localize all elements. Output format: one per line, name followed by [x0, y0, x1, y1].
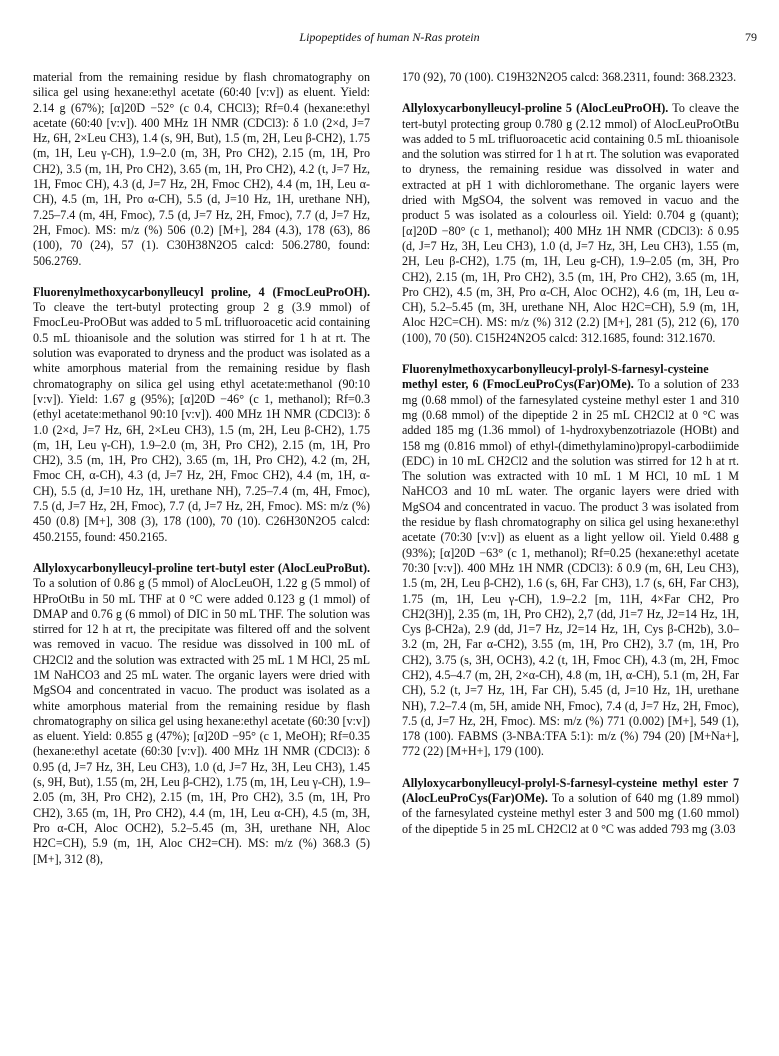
- section-heading: Fluorenylmethoxycarbonylleucyl proline, 4 (FmocLeuProOH).: [33, 284, 370, 299]
- section-aloc-leu-pro-cys-far-ome: [402, 776, 739, 837]
- paragraph-body: 170 (92), 70 (100). C19H32N2O5 calcd: 368.2311, found: 368.2323.: [402, 70, 737, 84]
- paragraph-body: To a solution of 233 mg (0.68 mmol) of the farnesylated cysteine methyl ester 1 and 310 mg (0.68 mmol) of the dipeptide 2 in 25 mL CH2Cl2 at 0 °C was added 185 mg (1.36 mmol) of 1-hydroxybenzotriazole (HOBt) and 158 mg (0.816 mmol) of ethyl-(dimethylamino)propyl-carbodiimide (EDC) in 10 mL CH2Cl2 and the solution was stirred for 12 h at rt. The solution was extracted with 10 mL 1 M HCl, 10 mL 1 M NaHCO3 and 10 mL water. The organic layers were dried with MgSO4 and concentrated in vacuo. The product 3 was isolated from the residue by flash chromatography on silica gel using hexane:ethyl acetate (70:30 [v:v]) as eluent as a light yellow oil. Yield 0.488 g (93%); [α]20D −63° (c 1, methanol); Rf=0.25 (hexane:ethyl acetate 70:30 [v:v]). 400 MHz 1H NMR (CDCl3): δ 0.9 (m, 6H, Leu CH3), 1.5 (m, 2H, Leu β-CH2), 1.6 (s, 6H, Far CH3), 1.7 (s, 6H, Far CH3), 1.75 (m, 1H, Leu γ-CH), 1.9–2.2 [m, 11H, 4×Far CH2, Pro CH2(3H)], 2.35 (m, 1H, Pro CH2), 2,7 (dd, J1=7 Hz, J2=14 Hz, 1H, Cys β-CH2a), 2.9 (dd, J1=7 Hz, J2=14 Hz, 1H, Cys β-CH2b), 3.0–3.2 (m, 2H, Far α-CH2), 3.55 (m, 1H, Pro CH2), 3.7 (m, 1H, Pro CH2), 3.75 (s, 3H, OCH3), 4.2 (t, 1H, Fmoc CH), 4.3 (m, 2H, Fmoc CH2), 4.5–4.7 (m, 2H, 2×α-CH), 4.8 (m, 1H, α-CH), 5.1 (m, 2H, Far CH), 5.2 (t, J=7 Hz, 1H, Far CH), 5.45 (d, J=10 Hz, 1H, urethane NH), 7.2–7.4 (m, 5H, amide NH, Fmoc), 7.4 (d, J=7 Hz, 2H, Fmoc), 7.5 (d, J=7 Hz, 2H, Fmoc). MS: m/z (%) 771 (0.002) [M+], 549 (1), 178 (100). FABMS (3-NBA:TFA 5:1): m/z (%) 794 (20) [M+Na+], 772 (22) [M+H+], 179 (100).: [402, 377, 739, 759]
- paragraph-body: To cleave the tert-butyl protecting group 2 g (3.9 mmol) of FmocLeu-ProOBut was added to 5 mL trifluoroacetic acid containing 0.5 mL thioanisole and the solution was stirred for 1 h at rt. The solution was evaporated to dryness and the product was isolated as a white amorphous material from the remaining residue by flash chromatography on silica gel using ethyl acetate:methanol (90:10 [v:v]). Yield: 1.67 g (95%); [α]20D −46° (c 1, methanol); Rf=0.3 (ethyl acetate:methanol 90:10 [v:v]). 400 MHz 1H NMR (CDCl3): δ 1.0 (2×d, J=7 Hz, 6H, 2×Leu CH3), 1.5 (m, 2H, Leu β-CH2), 1.75 (m, 1H, Leu γ-CH), 1.9–2.0 (m, 3H, Pro CH2), 2.15 (m, 1H, Pro CH2), 3.5 (m, 1H, Pro CH2), 3.65 (m, 1H, Pro CH2), 4.2 (m, 2H, Fmoc CH, α-CH), 4.3 (d, J=7 Hz, 2H, Fmoc CH2), 4.4 (m, 1H, α-CH), 5.5 (d, J=10 Hz, 1H, urethane NH), 7.25–7.4 (m, 4H, Fmoc), 7.5 (d, J=7 Hz, 2H, Fmoc), 7.7 (d, J=7 Hz, 2H, Fmoc). MS: m/z (%) 450 (0.8) [M+], 308 (3), 178 (100), 70 (10). C26H30N2O5 calcd: 450.2155, found: 450.2165.: [33, 300, 370, 544]
- left-column: [33, 70, 370, 877]
- page-header: [0, 30, 779, 50]
- paragraph-aloc-leu-pro-obut-continued: [402, 70, 739, 85]
- paragraph-fmoc-leu-pro-obut-continued: [33, 70, 370, 269]
- paragraph-body: To a solution of 0.86 g (5 mmol) of AlocLeuOH, 1.22 g (5 mmol) of HProOtBu in 50 mL THF at 0 °C were added 0.123 g (1 mmol) of DMAP and 0.76 g (6 mmol) of DIC in 50 mL THF. The solution was stirred for 12 h at rt, the precipitate was filtered off and the solvent was removed in vacuo. The residue was dissolved in 100 mL of CH2Cl2 and the solution was extracted with 25 mL 1 M HCl, 25 mL 1M NaHCO3 and 25 mL water. The organic layers were dried with MgSO4 and concentrated in vacuo. The product was isolated as a white amorphous material from the remaining residue by flash chromatography on silica gel using hexane:ethyl acetate (60:30 [v:v]) as eluent. Yield: 0.855 g (47%); [α]20D −95° (c 1, MeOH); Rf=0.35 (hexane:ethyl acetate (60:30 [v:v]). 400 MHz 1H NMR (CDCl3): δ 0.95 (d, J=7 Hz, 3H, Leu CH3), 1.0 (d, J=7 Hz, 3H, Leu CH3), 1.45 (s, 9H, But), 1.55 (m, 2H, Leu β-CH2), 1.75 (m, 1H, Leu γ-CH), 1.9–2.05 (m, 3H, Pro CH2), 2.15 (m, 1H, Pro CH2), 3.5 (m, 1H, Pro CH2), 3.65 (m, 1H, Pro CH2), 4.4 (m, 1H, Leu α-CH), 4.5 (m, 3H, Pro α-CH, Aloc OCH2), 5.2–5.45 (m, 3H, urethane NH, Aloc H2C=CH), 5.9 (m, 1H, Aloc CH2=CH). MS: m/z (%) 368.3 (5) [M+], 312 (8),: [33, 576, 370, 866]
- paragraph-body: To cleave the tert-butyl protecting group 0.780 g (2.12 mmol) of AlocLeuProOtBu was added to 5 mL trifluoroacetic acid containing 0.5 mL thioanisole and the solution was stirred for 1 h at rt. The solution was evaporated to dryness, the remaining residue was dissolved in water and extracted at pH 1 with dichloromethane. The organic layers were dried with MgSO4, the solvent was removed in vacuo and the product 5 was isolated as a colourless oil. Yield: 0.704 g (quant); [α]20D −80° (c 1, methanol); 400 MHz 1H NMR (CDCl3): δ 0.95 (d, J=7 Hz, 3H, Leu CH3), 1.0 (d, J=7 Hz, 3H, Leu CH3), 1.55 (m, 2H, Leu β-CH2), 1.75 (m, 1H, Leu g-CH), 1.9–2.05 (m, 3H, Pro CH2), 2.15 (m, 1H, Pro CH2), 3.5 (m, 1H, Pro CH2), 3.65 (m, 1H, Pro CH2), 4.5 (m, 3H, Pro α-CH, Aloc OCH2), 4.6 (m, 1H, Leu α-CH), 5.2–5.45 (m, 3H, urethane NH, Aloc H2C=CH), 5.9 (m, 1H, Aloc H2C=CH). MS: m/z (%) 312 (2.2) [M+], 281 (5), 212 (6), 170 (100), 70 (50). C15H24N2O5 calcd: 312.1685, found: 312.1670.: [402, 101, 739, 345]
- section-heading: Allyloxycarbonylleucyl-prolyl-S-farnesyl-cysteine methyl ester 7 (AlocLeuProCys(Far)OMe).: [402, 775, 739, 806]
- running-title: Lipopeptides of human N-Ras protein: [299, 30, 480, 44]
- section-heading: Allyloxycarbonylleucyl-proline tert-butyl ester (AlocLeuProBut).: [33, 560, 370, 575]
- section-aloc-leu-pro-oh: [402, 101, 739, 346]
- paragraph-body: To a solution of 640 mg (1.89 mmol) of the farnesylated cysteine methyl ester 3 and 500 mg (1.60 mmol) of the dipeptide 5 in 25 mL CH2Cl2 at 0 °C was added 793 mg (3.03: [402, 791, 739, 836]
- section-fmoc-leu-pro-oh: [33, 285, 370, 545]
- section-fmoc-leu-pro-cys-far-ome: [402, 362, 739, 760]
- page-number: 79: [745, 30, 757, 44]
- section-heading: Fluorenylmethoxycarbonylleucyl-prolyl-S-farnesyl-cysteine methyl ester, 6 (FmocLeuProCys(Far)OMe).: [402, 362, 709, 392]
- right-column: [402, 70, 739, 847]
- paragraph-body: material from the remaining residue by flash chromatography on silica gel using hexane:ethyl acetate (60:40 [v:v]) as eluent. Yield: 2.14 g (67%); [α]20D −52° (c 0.4, CHCl3); Rf=0.4 (hexane:ethyl acetate (60:40 [v:v]). 400 MHz 1H NMR (CDCl3): δ 1.0 (2×d, J=7 Hz, 6H, 2×Leu CH3), 1.4 (s, 9H, But), 1.5 (m, 2H, Leu β-CH2), 1.75 (m, 1H, Leu γ-CH), 1.9–2.0 (m, 3H, Pro CH2), 2.15 (m, 1H, Pro CH2), 3.5 (m, 1H, Pro CH2), 3.65 (m, 1H, Pro CH2), 4.2 (t, J=7 Hz, 1H, Fmoc CH), 4.3 (d, J=7 Hz, 2H, Fmoc CH2), 4.4 (m, 1H, Leu α-CH), 4.5 (m, 1H, Pro α-CH), 5.5 (d, J=10 Hz, 1H, urethane NH), 7.25–7.4 (m, 4H, Fmoc), 7.5 (d, J=7 Hz, 2H, Fmoc), 7.7 (d, J=7 Hz, 2H, Fmoc). MS: m/z (%) 506 (0.2) [M+], 284 (4.3), 178 (63), 86 (100), 70 (24), 57 (1). C30H38N2O5 calcd: 506.2780, found: 506.2769.: [33, 70, 370, 268]
- section-aloc-leu-pro-obut: [33, 561, 370, 867]
- section-heading: Allyloxycarbonylleucyl-proline 5 (AlocLeuProOH).: [402, 101, 669, 116]
